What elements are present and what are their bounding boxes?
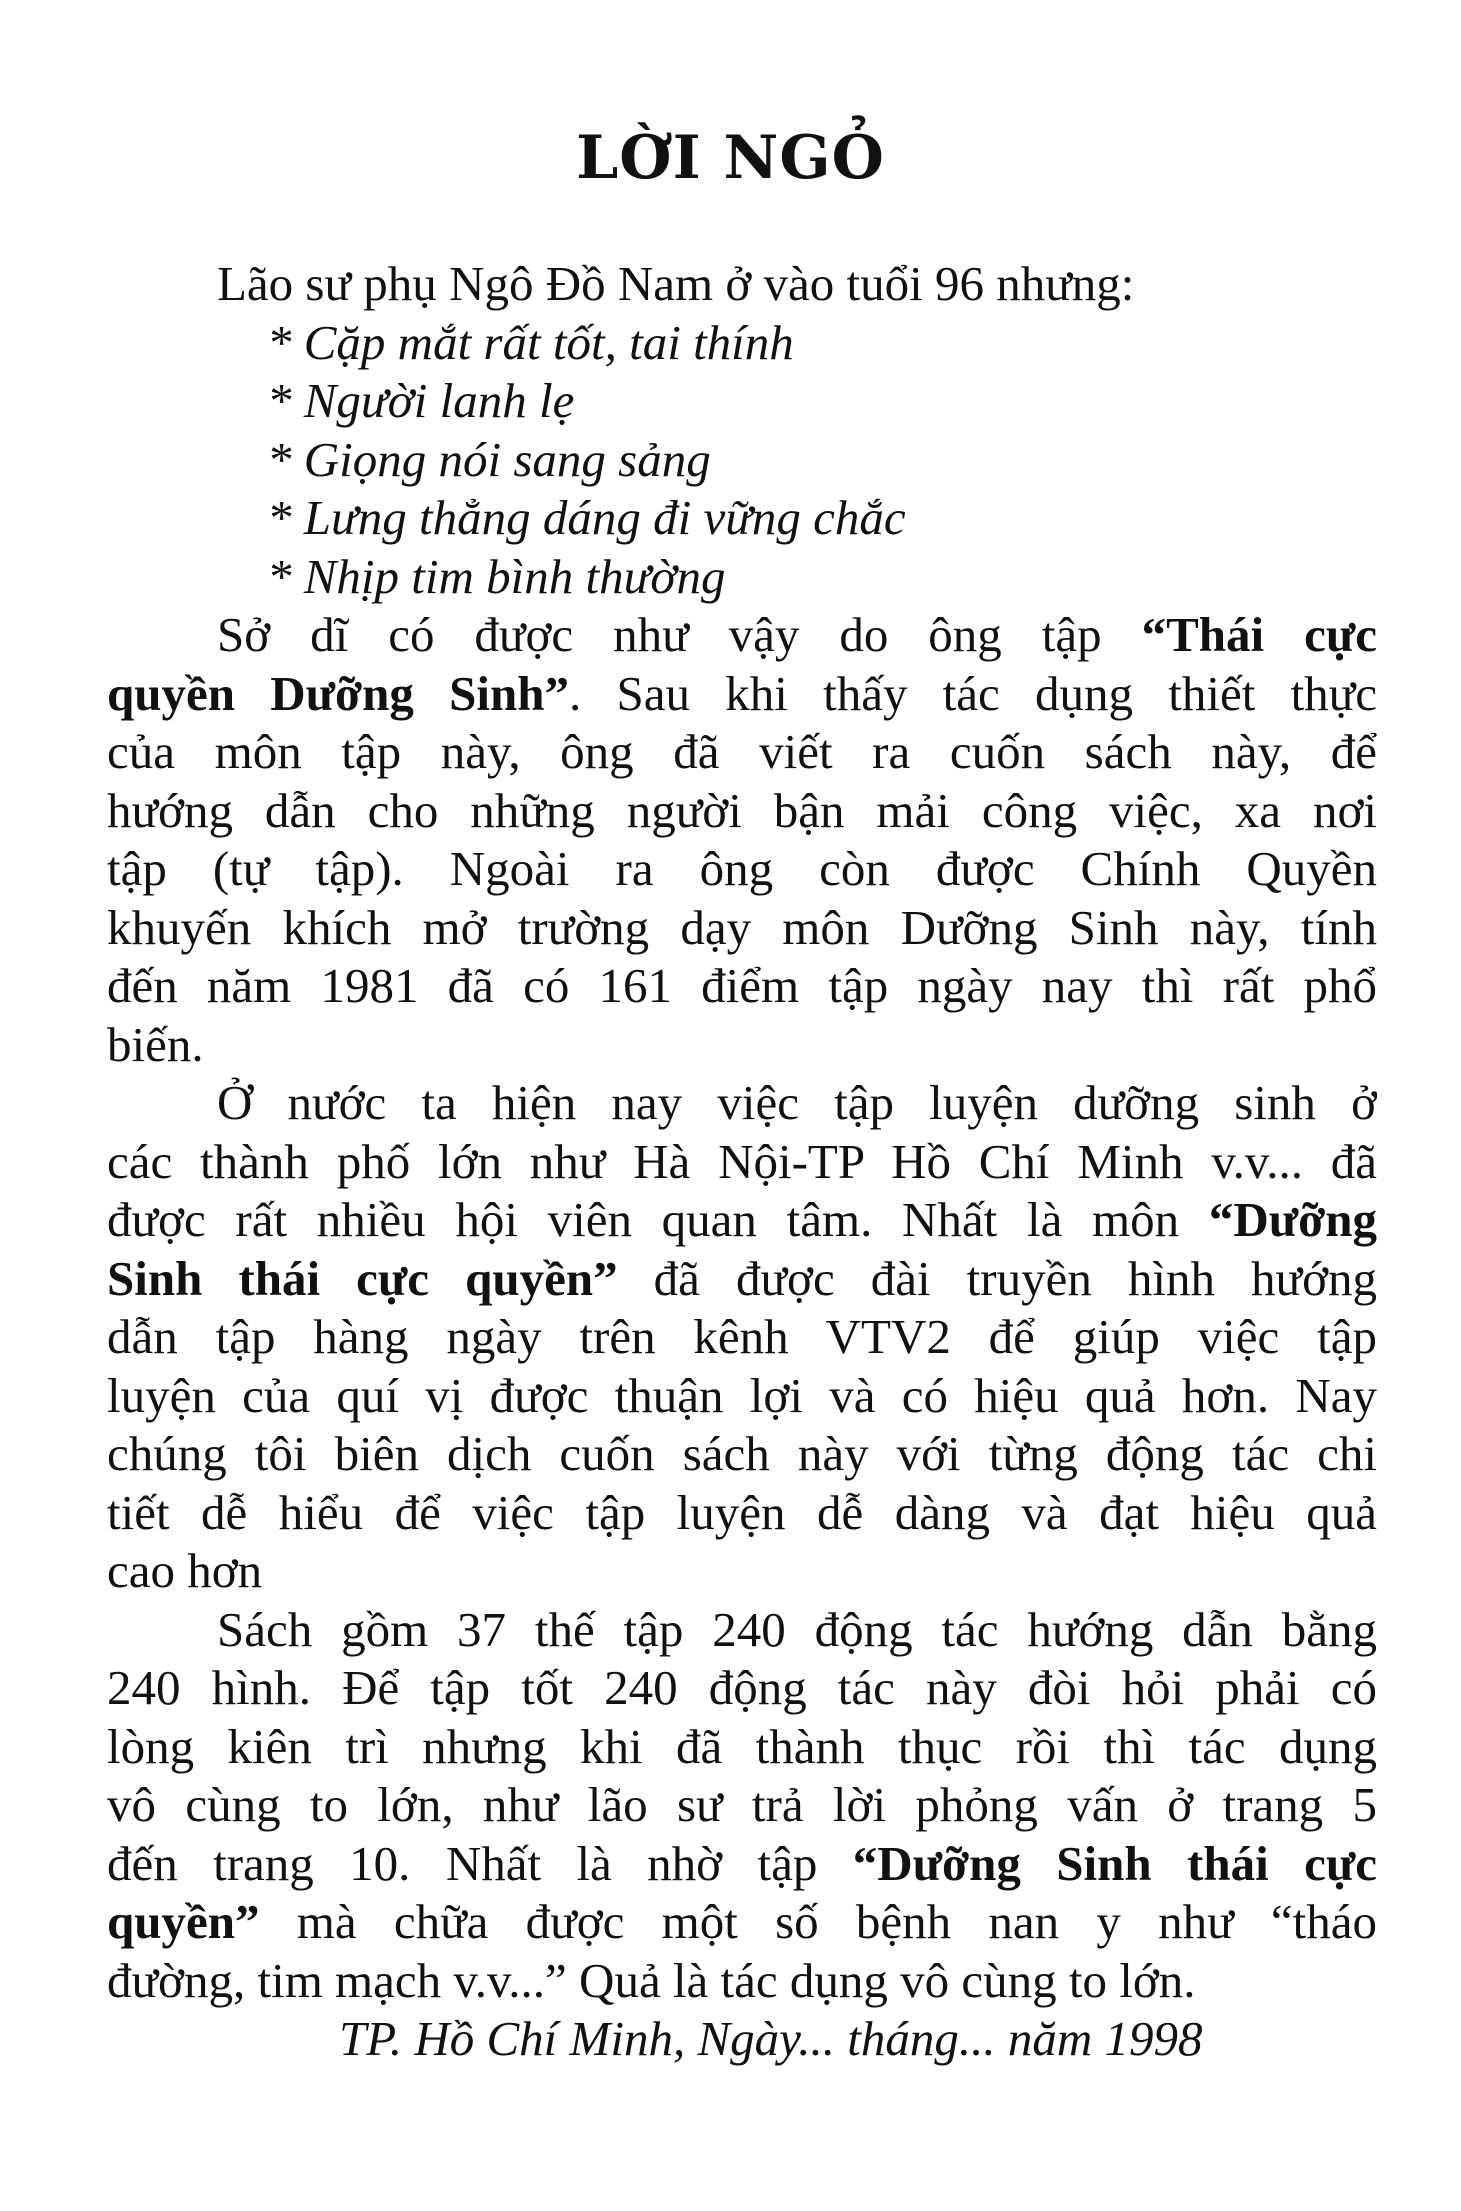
bullet-item: * Nhịp tim bình thường [267,548,726,604]
text-run: . Sau khi thấy tác dụng thiết thực [569,665,1377,721]
bullet-item: * Người lanh lẹ [267,373,575,428]
paragraph-line [107,1893,1377,1952]
bold-text-run: “Dưỡng Sinh thái cực [852,1835,1377,1891]
signature-line: TP. Hồ Chí Minh, Ngày... tháng... năm 1998 [339,2011,1203,2066]
paragraph-line: cao hơn [107,1543,263,1598]
paragraph-line: Ở nước ta hiện nay việc tập luyện dưỡng sinh ở [217,1075,1377,1130]
bold-text-run: Sinh thái cực quyền” [107,1250,618,1306]
paragraph-line: khuyến khích mở trường dạy môn Dưỡng Sinh này, tính [107,899,1377,955]
paragraph-line: chúng tôi biên dịch cuốn sách này với từng động tác chi [107,1426,1377,1481]
paragraph-line [107,1191,1377,1250]
bullet-item: * Giọng nói sang sảng [267,431,711,487]
paragraph-line: đến năm 1981 đã có 161 điểm tập ngày nay thì rất phổ [107,958,1377,1013]
bold-text-run: “Dưỡng [1208,1192,1377,1247]
bold-text-run: “Thái cực [1141,607,1377,662]
bold-text-run: quyền Dưỡng Sinh” [107,665,570,721]
text-run: đến trang 10. Nhất là nhờ tập [107,1835,818,1891]
intro-line: Lão sư phụ Ngô Đồ Nam ở vào tuổi 96 nhưng: [217,256,1135,311]
bold-text-run: quyền” [107,1894,260,1949]
paragraph-line: tiết dễ hiểu để việc tập luyện dễ dàng và đạt hiệu quả [107,1484,1377,1540]
paragraph-line: Sách gồm 37 thế tập 240 động tác hướng dẫn bằng [217,1601,1377,1657]
bullet-item: * Cặp mắt rất tốt, tai thính [267,314,794,370]
paragraph-line [107,665,1377,724]
paragraph-line [107,1250,1377,1309]
paragraph-line: lòng kiên trì nhưng khi đã thành thục rồi thì tác dụng [107,1718,1377,1774]
body-text [107,255,1377,2069]
paragraph-line: hướng dẫn cho những người bận mải công việc, xa nơi [107,782,1377,838]
page-title: LỜI NGỎ [576,123,885,193]
bullet-item: * Lưng thẳng dáng đi vững chắc [267,490,906,545]
paragraph-line: 240 hình. Để tập tốt 240 động tác này đòi hỏi phải có [107,1660,1377,1715]
paragraph-line: các thành phố lớn như Hà Nội-TP Hồ Chí Minh v.v... đã [107,1133,1377,1189]
paragraph-line: đường, tim mạch v.v...” Quả là tác dụng vô cùng to lớn. [107,1952,1196,2008]
paragraph-line: vô cùng to lớn, như lão sư trả lời phỏng vấn ở trang 5 [107,1777,1377,1832]
text-run: Sở dĩ có được như vậy do ông tập [217,607,1102,662]
paragraph-line: dẫn tập hàng ngày trên kênh VTV2 để giúp việc tập [107,1309,1377,1364]
paragraph-line: của môn tập này, ông đã viết ra cuốn sách này, để [107,724,1377,779]
paragraph-line [107,1835,1377,1894]
paragraph-line: luyện của quí vị được thuận lợi và có hiệu quả hơn. Nay [107,1367,1377,1423]
paragraph-line: tập (tự tập). Ngoài ra ông còn được Chính Quyền [107,841,1377,896]
text-run: được rất nhiều hội viên quan tâm. Nhất là môn [107,1192,1180,1247]
text-run: đã được đài truyền hình hướng [653,1250,1377,1306]
paragraph-line: biến. [107,1016,204,1072]
paragraph-line [107,606,1377,665]
text-run: mà chữa được một số bệnh nan y như “tháo [296,1894,1377,1949]
